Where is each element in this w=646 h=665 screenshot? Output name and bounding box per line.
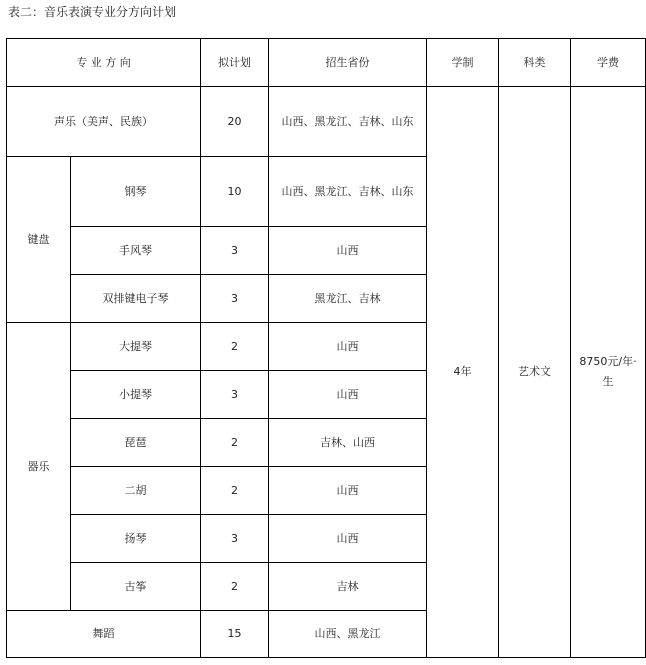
province-text: 山西、黑龙江、吉林、山东 <box>281 184 414 198</box>
plan-count: 3 <box>201 275 269 323</box>
province-list: 黑龙江、吉林 <box>269 275 427 323</box>
plan-count: 2 <box>201 323 269 371</box>
plan-count: 3 <box>201 515 269 563</box>
province-list: 山西、黑龙江 <box>269 611 427 658</box>
province-text: 山西、黑龙江、吉林、山东 <box>281 114 414 128</box>
plan-count: 3 <box>201 227 269 275</box>
province-list: 山西 <box>269 323 427 371</box>
direction-name: 舞蹈 <box>7 611 201 658</box>
plan-count: 20 <box>201 87 269 157</box>
program-plan-table <box>6 38 646 658</box>
plan-count: 2 <box>201 419 269 467</box>
direction-name: 声乐（美声、民族） <box>7 87 201 157</box>
table-caption: 表二：音乐表演专业分方向计划 <box>8 5 177 19</box>
header-direction: 专 业 方 向 <box>7 39 201 87</box>
header-duration: 学制 <box>427 39 499 87</box>
plan-count: 10 <box>201 157 269 227</box>
province-list: 吉林、山西 <box>269 419 427 467</box>
group-instrument: 器乐 <box>7 323 71 611</box>
plan-count: 2 <box>201 563 269 611</box>
table-row <box>7 87 646 157</box>
direction-name: 手风琴 <box>71 227 201 275</box>
province-list: 山西 <box>269 371 427 419</box>
plan-count: 2 <box>201 467 269 515</box>
plan-count: 3 <box>201 371 269 419</box>
province-list: 吉林 <box>269 563 427 611</box>
direction-name: 二胡 <box>71 467 201 515</box>
duration-cell: 4年 <box>427 87 499 658</box>
direction-name: 钢琴 <box>71 157 201 227</box>
header-row <box>7 39 646 87</box>
group-keyboard: 键盘 <box>7 157 71 323</box>
fee-cell: 8750元/年·生 <box>571 87 646 658</box>
direction-name: 大提琴 <box>71 323 201 371</box>
province-list: 山西 <box>269 467 427 515</box>
province-list <box>269 87 427 157</box>
direction-name: 扬琴 <box>71 515 201 563</box>
category-cell: 艺术文 <box>499 87 571 658</box>
direction-name: 古筝 <box>71 563 201 611</box>
header-plan: 拟计划 <box>201 39 269 87</box>
province-list: 山西 <box>269 227 427 275</box>
direction-name: 琵琶 <box>71 419 201 467</box>
header-category: 科类 <box>499 39 571 87</box>
plan-count: 15 <box>201 611 269 658</box>
direction-name: 小提琴 <box>71 371 201 419</box>
header-fee: 学费 <box>571 39 646 87</box>
direction-name: 双排键电子琴 <box>71 275 201 323</box>
header-provinces: 招生省份 <box>269 39 427 87</box>
province-list: 山西 <box>269 515 427 563</box>
province-list <box>269 157 427 227</box>
